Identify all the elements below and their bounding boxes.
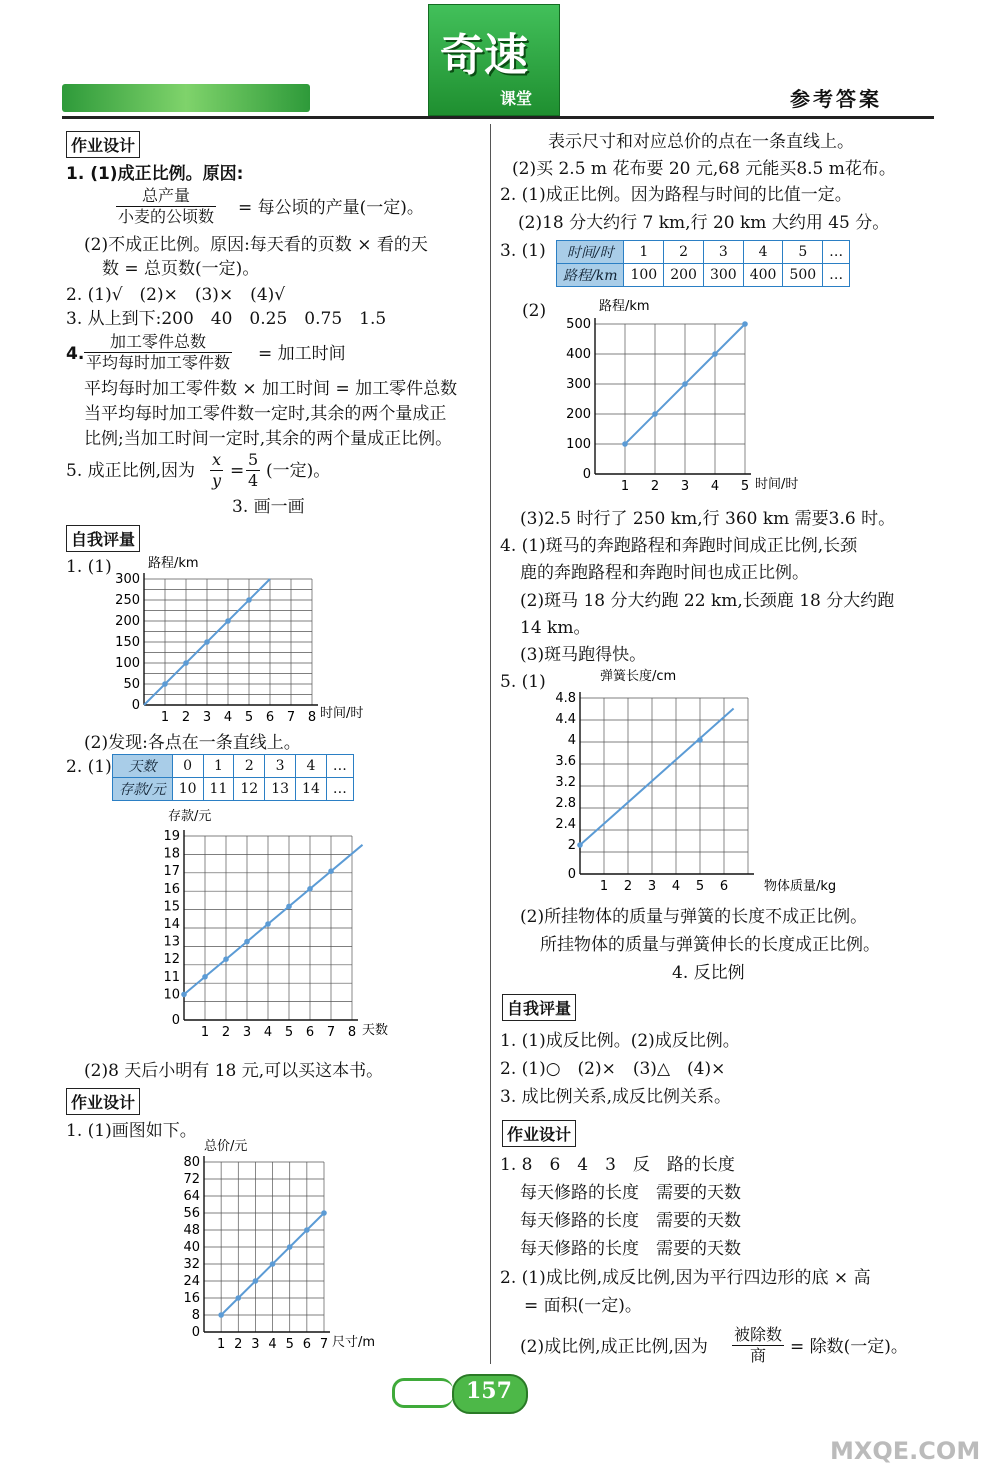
- subsection-title: 3. 画一画: [232, 497, 305, 517]
- answer-line: = 面积(一定)。: [524, 1296, 642, 1316]
- answer-line: 2. (1)成正比例。因为路程与时间的比值一定。: [500, 185, 852, 205]
- table-cell: 14: [296, 778, 327, 801]
- watermark: MXQE.COM: [830, 1437, 981, 1465]
- x-axis-label: 尺寸/m: [332, 1335, 376, 1350]
- x-tick-label: 5: [740, 479, 750, 494]
- y-tick-label: 2.8: [555, 796, 576, 811]
- y-tick-label: 17: [163, 864, 180, 880]
- chart-distance-time-2: [545, 298, 815, 503]
- x-axis-label: 时间/时: [755, 477, 799, 492]
- x-tick-label: 6: [265, 710, 275, 725]
- table-cell: 路程/km: [557, 264, 624, 287]
- section-heading: 作业设计: [66, 1088, 140, 1115]
- section-heading: 自我评量: [66, 525, 140, 552]
- data-point: [287, 1244, 293, 1250]
- answer-line: 4.: [66, 344, 85, 364]
- y-tick-label: 18: [163, 846, 180, 862]
- table-cell: 10: [172, 778, 203, 801]
- answer-line: 2. (1)√ (2)× (3)× (4)√: [66, 285, 286, 305]
- answer-line: 5. 成正比例,因为: [66, 461, 196, 481]
- data-point: [622, 441, 628, 447]
- answer-line: =: [230, 461, 245, 481]
- section-heading: 自我评量: [502, 994, 576, 1021]
- y-tick-label: 250: [115, 593, 140, 608]
- answer-line: 鹿的奔跑路程和奔跑时间也成正比例。: [520, 563, 809, 583]
- x-tick-label: 4: [223, 710, 233, 725]
- answer-line: 1. (1)成正比例。原因:: [66, 164, 244, 184]
- y-tick-label: 200: [115, 614, 140, 629]
- header-logo-sub: 课堂: [500, 89, 533, 108]
- answer-line: 比例;当加工时间一定时,其余的两个量成正比例。: [84, 429, 453, 449]
- footer-ornament: [392, 1378, 453, 1408]
- answer-line: = 每公顷的产量(一定)。: [238, 198, 424, 218]
- data-point: [218, 1312, 224, 1318]
- y-tick-label: 24: [183, 1274, 200, 1289]
- table-cell: 200: [664, 264, 704, 287]
- answer-line: (3)斑马跑得快。: [520, 645, 647, 665]
- table-days-savings: [112, 754, 354, 801]
- x-axis-label: 时间/时: [320, 706, 364, 721]
- y-tick-label: 32: [183, 1257, 200, 1272]
- data-point: [328, 868, 334, 874]
- x-tick-label: 3: [680, 479, 690, 494]
- y-tick-label: 300: [115, 572, 140, 587]
- answer-line: 每天修路的长度 需要的天数: [520, 1211, 741, 1231]
- x-tick-label: 6: [302, 1337, 311, 1352]
- data-point: [204, 639, 210, 645]
- y-tick-label: 16: [163, 881, 180, 897]
- header-banner: [62, 84, 310, 112]
- table-time-distance: [556, 240, 850, 287]
- y-axis-label: 存款/元: [168, 809, 212, 824]
- fraction: [246, 450, 260, 491]
- chart-distance-time-1: [100, 555, 380, 730]
- y-axis-label: 路程/km: [599, 299, 650, 314]
- data-point: [682, 381, 688, 387]
- x-tick-label: 5: [284, 1025, 294, 1040]
- y-tick-label: 80: [183, 1155, 200, 1170]
- data-point: [652, 411, 658, 417]
- table-cell: …: [326, 755, 353, 778]
- table-cell: 300: [703, 264, 743, 287]
- x-tick-label: 5: [244, 710, 254, 725]
- y-tick-label: 3.6: [555, 754, 576, 769]
- answer-line: (2)斑马 18 分大约跑 22 km,长颈鹿 18 分大约跑: [520, 591, 895, 611]
- answer-line: 5. (1): [500, 672, 546, 692]
- series-line: [580, 709, 734, 846]
- data-point: [742, 321, 748, 327]
- y-tick-label: 10: [163, 987, 180, 1003]
- y-tick-label: 15: [163, 899, 180, 915]
- y-tick-label: 56: [183, 1206, 200, 1221]
- table-cell: 0: [172, 755, 203, 778]
- table-cell: 13: [265, 778, 296, 801]
- y-tick-label: 64: [183, 1189, 200, 1204]
- answer-line: = 加工时间: [258, 344, 346, 364]
- answer-line: 3. 成比例关系,成反比例关系。: [500, 1087, 732, 1107]
- y-tick-label: 4.4: [555, 712, 576, 727]
- y-tick-label: 0: [191, 1325, 200, 1340]
- y-tick-label: 100: [566, 437, 591, 452]
- series-line: [184, 845, 363, 995]
- header-rule: [62, 116, 934, 119]
- x-axis-label: 物体质量/kg: [764, 879, 837, 894]
- answer-line: (2)8 天后小明有 18 元,可以买这本书。: [84, 1061, 384, 1081]
- y-axis-label: 总价/元: [204, 1139, 248, 1154]
- answer-line: 4. (1)斑马的奔跑路程和奔跑时间成正比例,长颈: [500, 536, 858, 556]
- data-point: [321, 1210, 327, 1216]
- table-cell: 天数: [113, 755, 173, 778]
- answer-line: 每天修路的长度 需要的天数: [520, 1239, 741, 1259]
- y-tick-label: 0: [131, 698, 140, 713]
- y-tick-label: 11: [163, 969, 180, 985]
- x-tick-label: 8: [347, 1025, 357, 1040]
- data-point: [307, 886, 313, 892]
- x-tick-label: 7: [326, 1025, 336, 1040]
- x-tick-label: 6: [305, 1025, 315, 1040]
- data-point: [712, 351, 718, 357]
- y-tick-label: 40: [183, 1240, 200, 1255]
- answer-line: (2)所挂物体的质量与弹簧的长度不成正比例。: [520, 907, 868, 927]
- column-divider: [490, 124, 491, 1364]
- answer-line: (3)2.5 时行了 250 km,行 360 km 需要3.6 时。: [520, 509, 896, 529]
- answer-line: 3. 从上到下:200 40 0.25 0.75 1.5: [66, 309, 387, 329]
- header-title: 参考答案: [790, 87, 882, 111]
- answer-line: (2)18 分大约行 7 km,行 20 km 大约用 45 分。: [518, 213, 890, 233]
- y-tick-label: 8: [191, 1308, 200, 1323]
- answer-line: 1. (1)画图如下。: [66, 1121, 197, 1141]
- table-cell: …: [823, 241, 850, 264]
- x-tick-label: 2: [181, 710, 191, 725]
- answer-line: (一定)。: [266, 461, 331, 481]
- table-cell: 1: [203, 755, 234, 778]
- y-tick-label: 4: [567, 733, 576, 748]
- y-tick-label: 13: [163, 934, 180, 950]
- table-cell: 1: [624, 241, 664, 264]
- data-point: [181, 992, 187, 998]
- data-point: [265, 921, 271, 927]
- data-point: [253, 1278, 259, 1284]
- table-row: [113, 778, 354, 801]
- data-point: [225, 618, 231, 624]
- answer-line: 2. (1)成比例,成反比例,因为平行四边形的底 × 高: [500, 1268, 871, 1288]
- answer-line: 2. (1)○ (2)× (3)△ (4)×: [500, 1059, 726, 1079]
- table-row: [557, 264, 850, 287]
- fraction-denominator: 4: [248, 471, 259, 490]
- answer-line: 1. (1)成反比例。(2)成反比例。: [500, 1031, 740, 1051]
- y-tick-label: 200: [566, 407, 591, 422]
- x-tick-label: 1: [200, 1025, 210, 1040]
- data-point: [183, 660, 189, 666]
- data-point: [202, 974, 208, 980]
- fraction-numerator: 总产量: [116, 186, 216, 207]
- x-tick-label: 5: [285, 1337, 294, 1352]
- answer-line: 2. (1): [66, 757, 112, 777]
- x-tick-label: 1: [599, 879, 609, 894]
- x-tick-label: 8: [307, 710, 317, 725]
- answer-line: (2)成比例,成正比例,因为: [520, 1337, 708, 1357]
- fraction-numerator: 加工零件总数: [84, 332, 232, 353]
- x-axis-label: 天数: [362, 1023, 389, 1038]
- table-cell: 存款/元: [113, 778, 173, 801]
- table-cell: 11: [203, 778, 234, 801]
- chart-spring-length: [540, 668, 840, 900]
- y-tick-label: 16: [183, 1291, 200, 1306]
- answer-line: 1. 8 6 4 3 反 路的长度: [500, 1155, 735, 1175]
- answer-line: (2)不成正比例。原因:每天看的页数 × 看的天: [84, 235, 428, 255]
- x-tick-label: 4: [710, 479, 720, 494]
- data-point: [162, 681, 168, 687]
- answer-line: 所挂物体的质量与弹簧伸长的长度成正比例。: [540, 935, 880, 955]
- y-axis-label: 弹簧长度/cm: [600, 669, 677, 684]
- table-cell: 4: [296, 755, 327, 778]
- y-tick-label: 19: [163, 829, 180, 844]
- fraction: [732, 1325, 784, 1366]
- x-tick-label: 1: [620, 479, 630, 494]
- table-cell: …: [326, 778, 353, 801]
- answer-line: 3. (1): [500, 241, 546, 261]
- y-tick-label: 300: [566, 377, 591, 392]
- table-cell: 3: [703, 241, 743, 264]
- y-tick-label: 48: [183, 1223, 200, 1238]
- y-tick-label: 400: [566, 347, 591, 362]
- y-tick-label: 150: [115, 635, 140, 650]
- fraction-denominator: 小麦的公顷数: [118, 207, 215, 226]
- table-cell: 时间/时: [557, 241, 624, 264]
- y-axis-label: 路程/km: [148, 556, 199, 571]
- fraction-numerator: x: [210, 450, 223, 471]
- fraction-denominator: 商: [750, 1346, 767, 1365]
- answer-line: 当平均每时加工零件数一定时,其余的两个量成正: [84, 404, 447, 424]
- fraction: [84, 332, 232, 373]
- table-row: [557, 241, 850, 264]
- x-tick-label: 6: [719, 879, 729, 894]
- y-tick-label: 2: [567, 838, 576, 853]
- answer-line: 平均每时加工零件数 × 加工时间 = 加工零件总数: [84, 379, 458, 399]
- y-tick-label: 72: [183, 1172, 200, 1187]
- x-tick-label: 3: [242, 1025, 252, 1040]
- chart-price-size: [160, 1138, 400, 1368]
- fraction: [210, 450, 223, 491]
- fraction-numerator: 被除数: [734, 1325, 783, 1344]
- table-row: [113, 755, 354, 778]
- section-heading: 作业设计: [66, 131, 140, 158]
- x-tick-label: 2: [234, 1337, 243, 1352]
- x-tick-label: 1: [217, 1337, 226, 1352]
- fraction-numerator: 5: [248, 450, 259, 469]
- y-tick-label: 14: [163, 917, 180, 932]
- x-tick-label: 7: [286, 710, 296, 725]
- header-logo: 奇速: [440, 30, 528, 81]
- table-cell: …: [823, 264, 850, 287]
- table-cell: 2: [664, 241, 704, 264]
- data-point: [286, 904, 292, 910]
- y-tick-label: 0: [171, 1013, 180, 1028]
- data-point: [304, 1227, 310, 1233]
- y-tick-label: 0: [567, 867, 576, 882]
- table-cell: 100: [624, 264, 664, 287]
- fraction-denominator: 平均每时加工零件数: [86, 353, 231, 372]
- table-cell: 4: [743, 241, 783, 264]
- y-tick-label: 4.8: [555, 691, 576, 706]
- y-tick-label: 100: [115, 656, 140, 671]
- data-point: [270, 1261, 276, 1267]
- y-tick-label: 50: [123, 677, 140, 692]
- table-cell: 500: [783, 264, 823, 287]
- x-tick-label: 2: [650, 479, 660, 494]
- x-tick-label: 4: [268, 1337, 277, 1352]
- section-heading: 作业设计: [502, 1120, 576, 1147]
- x-tick-label: 1: [160, 710, 170, 725]
- y-tick-label: 2.4: [555, 817, 576, 832]
- answer-line: = 除数(一定)。: [790, 1337, 908, 1357]
- data-point: [244, 939, 250, 945]
- x-tick-label: 5: [695, 879, 705, 894]
- answer-line: 每天修路的长度 需要的天数: [520, 1183, 741, 1203]
- answer-line: (2)发现:各点在一条直线上。: [84, 733, 301, 753]
- x-tick-label: 4: [671, 879, 681, 894]
- subsection-title: 4. 反比例: [672, 963, 745, 983]
- x-tick-label: 3: [202, 710, 212, 725]
- y-tick-label: 12: [163, 952, 180, 968]
- data-point: [577, 842, 583, 848]
- answer-line: 1. (1): [66, 557, 112, 577]
- answer-line: 表示尺寸和对应总价的点在一条直线上。: [548, 132, 854, 152]
- answer-line: (2)买 2.5 m 花布要 20 元,68 元能买8.5 m花布。: [512, 159, 896, 179]
- y-tick-label: 500: [566, 317, 591, 332]
- fraction: [116, 186, 216, 227]
- y-tick-label: 3.2: [555, 775, 576, 790]
- x-tick-label: 7: [319, 1337, 329, 1352]
- data-point: [223, 956, 229, 962]
- table-cell: 5: [783, 241, 823, 264]
- page-number: 157: [466, 1378, 512, 1404]
- fraction-denominator: y: [212, 471, 222, 490]
- data-point: [235, 1295, 241, 1301]
- table-cell: 3: [265, 755, 296, 778]
- table-cell: 400: [743, 264, 783, 287]
- table-cell: 12: [234, 778, 265, 801]
- table-cell: 2: [234, 755, 265, 778]
- x-tick-label: 2: [623, 879, 633, 894]
- chart-savings-days: [140, 808, 420, 1058]
- data-point: [246, 597, 252, 603]
- x-tick-label: 4: [263, 1025, 273, 1040]
- y-tick-label: 0: [582, 467, 591, 482]
- x-tick-label: 3: [251, 1337, 260, 1352]
- answer-line: 14 km。: [520, 618, 591, 638]
- answer-line: 数 = 总页数(一定)。: [102, 259, 260, 279]
- x-tick-label: 2: [221, 1025, 231, 1040]
- data-point: [697, 737, 703, 743]
- answer-line: (2): [522, 301, 547, 321]
- x-tick-label: 3: [647, 879, 657, 894]
